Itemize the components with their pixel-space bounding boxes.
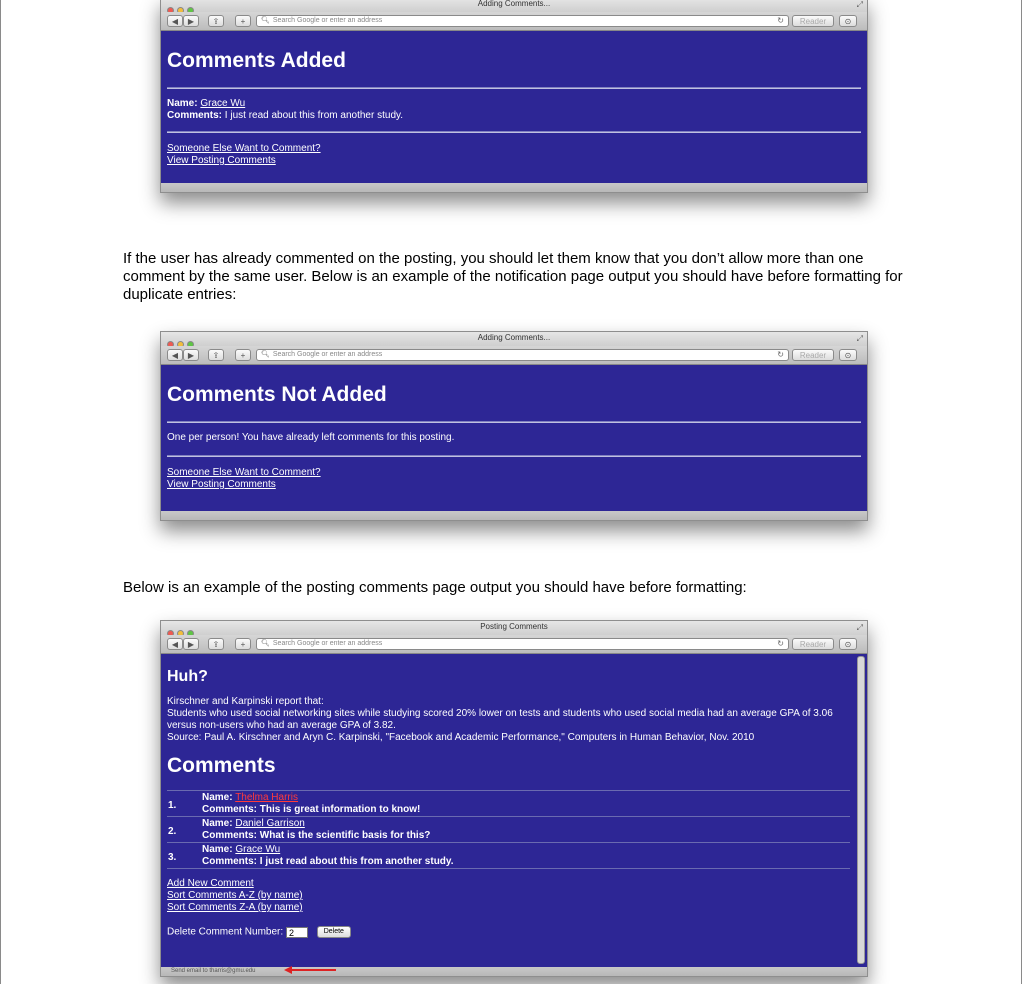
forward-button[interactable]: ▶ xyxy=(183,638,199,650)
comment-row xyxy=(167,842,850,869)
comment-body xyxy=(202,818,430,841)
comments-text: I just read about this from another study. xyxy=(224,110,404,121)
comments-label: Comments: xyxy=(202,830,258,841)
name-label: Name: xyxy=(202,792,233,803)
comment-text: I just read about this from another study. xyxy=(259,856,454,867)
delete-form xyxy=(167,926,861,939)
paragraph-duplicate-entries: If the user has already commented on the posting, you should let them know that you don’t allow more than one comment by the same user. Below is an example of the notification page output you should have before formatting for duplicate entries: xyxy=(123,250,903,303)
window-title: Adding Comments... xyxy=(477,333,551,342)
new-tab-button[interactable]: + xyxy=(235,15,251,27)
forward-button[interactable]: ▶ xyxy=(183,349,199,361)
forward-button[interactable]: ▶ xyxy=(183,15,199,27)
page-content xyxy=(161,31,867,183)
commenter-name-link[interactable]: Thelma Harris xyxy=(235,792,298,803)
comment-text: What is the scientific basis for this? xyxy=(259,830,431,841)
sort-az-link[interactable]: Sort Comments A-Z (by name) xyxy=(167,890,303,901)
status-bar xyxy=(161,183,867,192)
comment-number: 3. xyxy=(168,852,177,863)
share-button[interactable]: ⇪ xyxy=(208,15,224,27)
commenter-name-link[interactable]: Grace Wu xyxy=(235,844,281,855)
comments-label: Comments: xyxy=(202,804,258,815)
posting-heading: Huh? xyxy=(167,668,208,685)
downloads-icon[interactable]: ⊙ xyxy=(839,638,857,650)
someone-else-link[interactable]: Someone Else Want to Comment? xyxy=(167,143,321,154)
delete-label: Delete Comment Number: xyxy=(167,926,284,938)
comments-heading: Comments xyxy=(167,754,276,777)
new-tab-button[interactable]: + xyxy=(235,349,251,361)
address-placeholder: Search Google or enter an address xyxy=(272,17,383,24)
address-placeholder: Search Google or enter an address xyxy=(272,640,383,647)
search-icon: 🔍︎ xyxy=(261,17,270,24)
reload-icon[interactable]: ↻ xyxy=(777,16,784,25)
back-button[interactable]: ◀ xyxy=(167,349,183,361)
share-button[interactable]: ⇪ xyxy=(208,349,224,361)
downloads-icon[interactable]: ⊙ xyxy=(839,349,857,361)
title-bar xyxy=(161,621,867,635)
paragraph-posting-comments: Below is an example of the posting comments page output you should have before formatting: xyxy=(123,579,747,596)
name-label: Name: xyxy=(202,844,233,855)
reader-button[interactable]: Reader xyxy=(792,349,834,361)
add-new-comment-link[interactable]: Add New Comment xyxy=(167,878,254,889)
reload-icon[interactable]: ↻ xyxy=(777,350,784,359)
someone-else-link[interactable]: Someone Else Want to Comment? xyxy=(167,467,321,478)
fullscreen-icon[interactable]: ⤢ xyxy=(856,623,863,632)
posting-intro: Kirschner and Karpinski report that: xyxy=(167,696,324,707)
view-comments-link[interactable]: View Posting Comments xyxy=(167,155,276,166)
page-content xyxy=(161,654,867,967)
comment-body xyxy=(202,844,454,867)
sort-za-link[interactable]: Sort Comments Z-A (by name) xyxy=(167,902,303,913)
page-heading: Comments Added xyxy=(167,49,346,72)
delete-number-input[interactable]: 2 xyxy=(286,927,308,938)
address-bar[interactable] xyxy=(256,15,789,27)
comments-label: Comments: xyxy=(202,856,258,867)
view-comments-link[interactable]: View Posting Comments xyxy=(167,479,276,490)
back-button[interactable]: ◀ xyxy=(167,15,183,27)
commenter-name-link[interactable]: Daniel Garrison xyxy=(235,818,305,829)
fullscreen-icon[interactable]: ⤢ xyxy=(856,334,863,343)
posting-body xyxy=(167,696,847,744)
comment-row xyxy=(167,816,850,842)
fullscreen-icon[interactable]: ⤢ xyxy=(856,0,863,9)
title-bar xyxy=(161,0,867,12)
search-icon: 🔍︎ xyxy=(261,351,270,358)
page-right-border xyxy=(1021,0,1022,984)
reader-button[interactable]: Reader xyxy=(792,15,834,27)
search-icon: 🔍︎ xyxy=(261,640,270,647)
title-bar xyxy=(161,332,867,346)
name-line xyxy=(167,98,861,110)
new-tab-button[interactable]: + xyxy=(235,638,251,650)
address-bar[interactable] xyxy=(256,349,789,361)
name-label: Name: xyxy=(202,818,233,829)
page-left-border xyxy=(0,0,1,984)
red-arrow-line xyxy=(288,969,336,971)
status-bar xyxy=(161,967,867,976)
back-button[interactable]: ◀ xyxy=(167,638,183,650)
comment-number: 2. xyxy=(168,826,177,837)
address-placeholder: Search Google or enter an address xyxy=(272,351,383,358)
delete-button[interactable]: Delete xyxy=(317,926,351,938)
reload-icon[interactable]: ↻ xyxy=(777,639,784,648)
comments-line xyxy=(167,110,861,122)
name-link[interactable]: Grace Wu xyxy=(200,98,246,109)
posting-source: Source: Paul A. Kirschner and Aryn C. Karpinski, "Facebook and Academic Performance," Computers in Human Behavior, Nov. 2010 xyxy=(167,732,755,743)
toolbar xyxy=(161,346,867,365)
reader-button[interactable]: Reader xyxy=(792,638,834,650)
toolbar xyxy=(161,12,867,31)
downloads-icon[interactable]: ⊙ xyxy=(839,15,857,27)
comment-row xyxy=(167,790,850,816)
browser-window-posting-comments xyxy=(160,620,868,977)
comments-label: Comments: xyxy=(167,110,223,121)
name-label: Name: xyxy=(167,98,198,109)
posting-finding: Students who used social networking sites while studying scored 20% lower on tests and students who used social media had an average GPA of 3.06 versus non-users who had an average GPA of 3.82. xyxy=(167,708,833,731)
address-bar[interactable] xyxy=(256,638,789,650)
toolbar xyxy=(161,635,867,654)
status-text: Send email to tharris@gmu.edu xyxy=(171,968,256,974)
window-title: Adding Comments... xyxy=(477,0,551,8)
page-heading: Comments Not Added xyxy=(167,383,387,406)
browser-window-comments-added xyxy=(160,0,868,193)
browser-window-comments-not-added xyxy=(160,331,868,521)
window-title: Posting Comments xyxy=(480,622,548,631)
status-bar xyxy=(161,511,867,520)
comments-list xyxy=(167,790,850,870)
duplicate-message: One per person! You have already left comments for this posting. xyxy=(167,432,455,443)
comment-text: This is great information to know! xyxy=(259,804,421,815)
scrollbar[interactable] xyxy=(857,656,865,964)
share-button[interactable]: ⇪ xyxy=(208,638,224,650)
page-content xyxy=(161,365,867,511)
comment-body xyxy=(202,792,420,815)
comment-number: 1. xyxy=(168,800,177,811)
